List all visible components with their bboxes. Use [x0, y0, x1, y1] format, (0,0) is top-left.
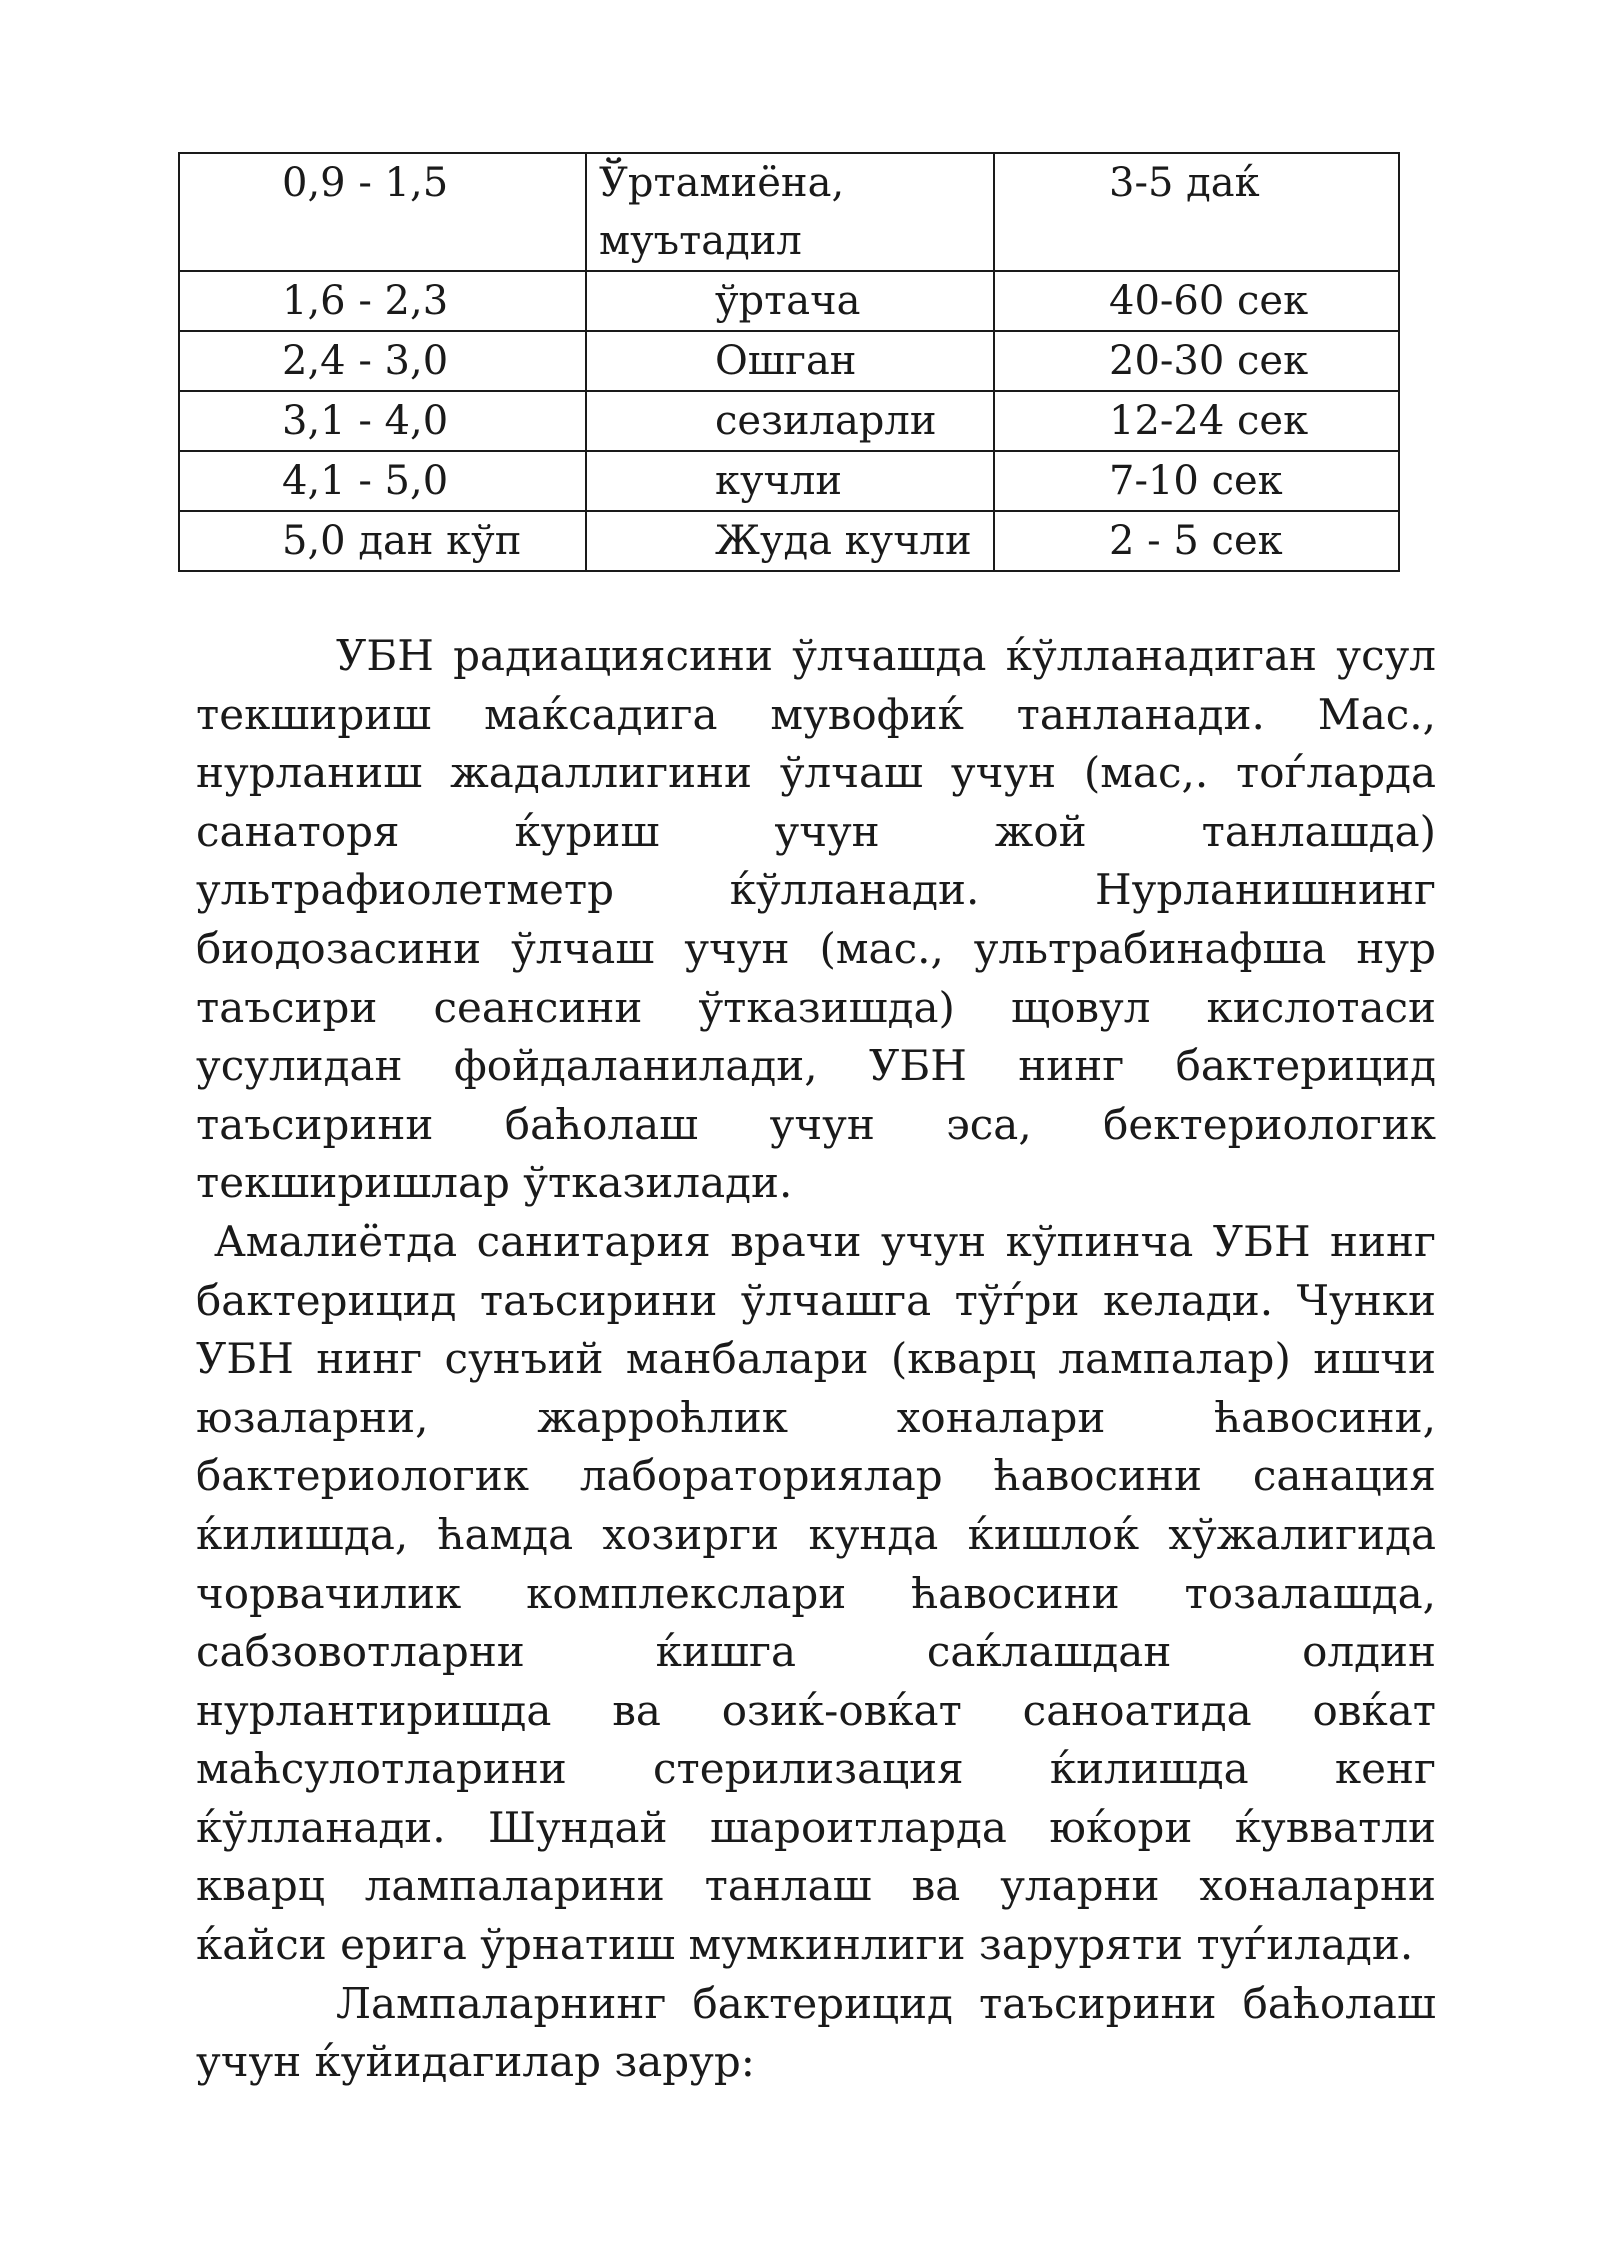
- table-cell-range: 4,1 - 5,0: [179, 451, 586, 511]
- paragraph-measurement-methods: УБН радиациясини ўлчашда ќўлланадиган усул текшириш маќсадига мувофиќ танланади. Мас., нурланиш жадаллигини ўлчаш учун (мас,. тоѓларда санаторя ќуриш учун жой танлашда) ультрафиолетметр ќўлланади. Нурланишнинг биодозасини ўлчаш учун (мас., ультрабинафша нур таъсири сеансини ўтказишда) щовул кислотаси усулидан фойдаланилади, УБН нинг бактерицид таъсирини баћолаш учун эса, бектериологик текширишлар ўтказилади.: [196, 631, 1436, 1208]
- paragraph-bactericidal-use: Амалиётда санитария врачи учун кўпинча УБН нинг бактерицид таъсирини ўлчашга тўѓри келади. Чунки УБН нинг сунъий манбалари (кварц лампалар) ишчи юзаларни, жарроћлик хоналари ћавосини, бактериологик лабораториялар ћавосини санация ќилишда, ћамда хозирги кунда ќишлоќ хўжалигида чорвачилик комплекслари ћавосини тозалашда, сабзовотларни ќишга саќлашдан олдин нурлантиришда ва озиќ-овќат саноатида овќат маћсулотларини стерилизация ќилишда кенг ќўлланади. Шундай шароитларда юќори ќувватли кварц лампаларини танлаш ва уларни хоналарни ќайси ерига ўрнатиш мумкинлиги заруряти туѓилади.: [196, 1216, 1436, 1970]
- table-cell-level: Ошган: [586, 331, 994, 391]
- table-cell-time: 40-60 сек: [994, 271, 1399, 331]
- table-row: [179, 451, 1399, 511]
- table-cell-level: Жуда кучли: [586, 511, 994, 571]
- table-cell-time: 20-30 сек: [994, 331, 1399, 391]
- table-row: [179, 153, 1399, 271]
- body-text: [196, 627, 1436, 2092]
- table-cell-time: 2 - 5 сек: [994, 511, 1399, 571]
- table-cell-level: сезиларли: [586, 391, 994, 451]
- table-cell-range: 3,1 - 4,0: [179, 391, 586, 451]
- table-cell-time: 12-24 сек: [994, 391, 1399, 451]
- table-cell-range: 0,9 - 1,5: [179, 153, 586, 271]
- table-cell-time: 7-10 сек: [994, 451, 1399, 511]
- table-cell-range: 1,6 - 2,3: [179, 271, 586, 331]
- exposure-table: [178, 152, 1400, 572]
- table-cell-level: Ўртамиёна, муътадил: [586, 153, 994, 271]
- paragraph-requirements: Лампаларнинг бактерицид таъсирини баћолаш учун ќуйидагилар зарур:: [196, 1978, 1436, 2087]
- table-cell-time: 3-5 даќ: [994, 153, 1399, 271]
- table-cell-range: 5,0 дан кўп: [179, 511, 586, 571]
- table-row: [179, 271, 1399, 331]
- table-row: [179, 331, 1399, 391]
- table-row: [179, 511, 1399, 571]
- table-cell-range: 2,4 - 3,0: [179, 331, 586, 391]
- table-cell-level: кучли: [586, 451, 994, 511]
- table-row: [179, 391, 1399, 451]
- table-cell-level: ўртача: [586, 271, 994, 331]
